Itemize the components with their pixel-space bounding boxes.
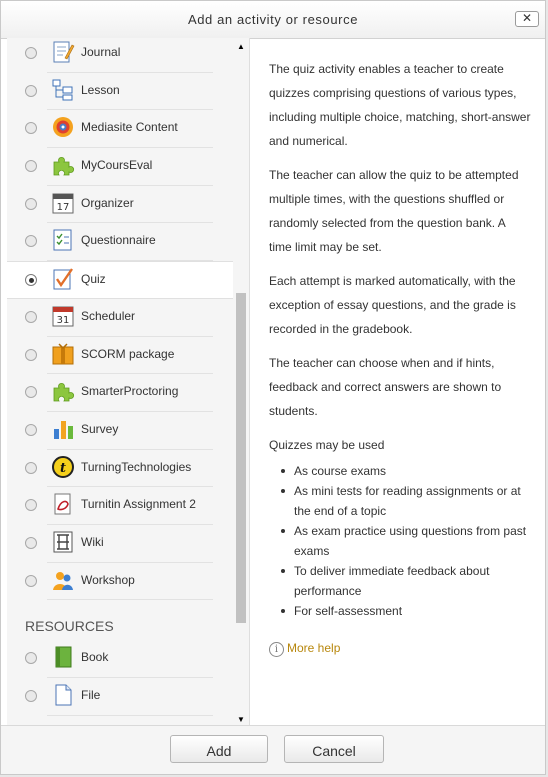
option-radio[interactable]	[25, 690, 37, 702]
option-radio[interactable]	[25, 274, 37, 286]
option-smarterproctoring[interactable]	[7, 374, 233, 412]
dialog-titlebar	[1, 1, 545, 39]
option-quiz[interactable]	[7, 261, 233, 299]
uses-list-item: To deliver immediate feedback about performance	[281, 561, 531, 601]
option-label[interactable]: Scheduler	[81, 308, 136, 323]
option-lesson[interactable]	[7, 73, 233, 111]
option-organizer[interactable]	[7, 186, 233, 224]
dialog-title: Add an activity or resource	[187, 12, 359, 27]
uses-list-item: For self-assessment	[281, 601, 531, 621]
more-help-link[interactable]	[269, 639, 340, 657]
svg-text:17: 17	[56, 201, 70, 213]
workshop-icon	[51, 568, 75, 592]
option-turningtechnologies[interactable]	[7, 450, 233, 488]
options-list-panel[interactable]	[7, 38, 250, 728]
option-questionnaire[interactable]	[7, 223, 233, 261]
option-label[interactable]: Quiz	[81, 272, 106, 287]
puzzle-icon	[51, 153, 75, 177]
uses-list-item: As exam practice using questions from past exams	[281, 521, 531, 561]
help-paragraph: The teacher can choose when and if hints, feedback and correct answers are shown to students.	[269, 356, 502, 418]
option-radio[interactable]	[25, 499, 37, 511]
option-radio[interactable]	[25, 160, 37, 172]
uses-list-item: As mini tests for reading assignments or at the end of a topic	[281, 481, 531, 521]
option-book[interactable]	[7, 640, 233, 678]
option-scorm-package[interactable]	[7, 337, 233, 375]
package-icon	[51, 342, 75, 366]
option-radio[interactable]	[25, 575, 37, 587]
resources-heading: RESOURCES	[25, 618, 114, 635]
svg-text:t: t	[59, 460, 67, 476]
file-icon	[51, 683, 75, 707]
option-radio[interactable]	[25, 462, 37, 474]
turnitin-icon	[51, 492, 75, 516]
option-label[interactable]: File	[81, 688, 101, 702]
bar-chart-icon	[51, 417, 75, 441]
option-radio[interactable]	[25, 652, 37, 664]
option-label[interactable]: Journal	[81, 45, 121, 59]
calendar-icon	[51, 191, 75, 215]
options-scrollbar[interactable]	[234, 38, 248, 728]
option-label[interactable]: Mediasite Content	[81, 120, 178, 135]
close-button[interactable]: ✕	[515, 11, 539, 27]
calendar-31-icon	[51, 304, 75, 328]
help-paragraph: Quizzes may be used	[269, 438, 385, 452]
option-wiki[interactable]	[7, 525, 233, 563]
option-label[interactable]: Workshop	[81, 572, 135, 587]
options-list	[7, 38, 233, 716]
option-radio[interactable]	[25, 424, 37, 436]
option-label[interactable]: MyCoursEval	[81, 158, 153, 173]
option-label[interactable]: Questionnaire	[81, 233, 156, 248]
option-radio[interactable]	[25, 85, 37, 97]
more-help-label[interactable]: More help	[287, 641, 341, 655]
turning-icon	[51, 455, 75, 479]
option-workshop[interactable]	[7, 563, 233, 601]
help-panel	[269, 57, 531, 621]
option-radio[interactable]	[25, 311, 37, 323]
option-label[interactable]: Book	[81, 650, 109, 665]
option-file[interactable]	[7, 678, 233, 716]
journal-icon	[51, 40, 75, 64]
help-paragraph: Each attempt is marked automatically, with the exception of essay questions, and the grade is recorded in the gradebook.	[269, 274, 516, 336]
option-label[interactable]: Organizer	[81, 195, 134, 210]
quiz-icon	[51, 267, 75, 291]
option-radio[interactable]	[25, 235, 37, 247]
option-label[interactable]: SCORM package	[81, 346, 175, 361]
option-radio[interactable]	[25, 537, 37, 549]
uses-list-item: As course exams	[281, 461, 531, 481]
scroll-down-arrow-icon[interactable]: ▼	[237, 715, 245, 724]
option-survey[interactable]	[7, 412, 233, 450]
option-label[interactable]: Turnitin Assignment 2	[81, 497, 196, 512]
help-paragraph: The quiz activity enables a teacher to create quizzes comprising questions of various types, including multiple choice, matching, short-answer and numerical.	[269, 62, 531, 148]
lesson-icon	[51, 78, 75, 102]
checklist-icon	[51, 228, 75, 252]
dialog-footer	[1, 725, 545, 774]
option-scheduler[interactable]	[7, 299, 233, 337]
cancel-button[interactable]: Cancel	[284, 735, 384, 763]
option-label[interactable]: TurningTechnologies	[81, 459, 192, 474]
option-mediasite-content[interactable]	[7, 110, 233, 148]
wiki-icon	[51, 530, 75, 554]
scrollbar-thumb[interactable]	[236, 293, 246, 623]
option-label[interactable]: Wiki	[81, 534, 104, 549]
option-label[interactable]: Lesson	[81, 82, 120, 97]
option-journal[interactable]	[7, 38, 233, 73]
option-label[interactable]: SmarterProctoring	[81, 384, 179, 399]
info-icon: i	[269, 642, 284, 657]
option-radio[interactable]	[25, 349, 37, 361]
option-radio[interactable]	[25, 386, 37, 398]
mediasite-icon	[51, 115, 75, 139]
add-button[interactable]: Add	[170, 735, 268, 763]
option-mycourseval[interactable]	[7, 148, 233, 186]
puzzle-icon	[51, 379, 75, 403]
option-label[interactable]: Survey	[81, 421, 119, 436]
uses-list	[269, 461, 531, 621]
scroll-up-arrow-icon[interactable]: ▲	[237, 42, 245, 51]
option-radio[interactable]	[25, 122, 37, 134]
help-paragraph: The teacher can allow the quiz to be attempted multiple times, with the questions shuffled or randomly selected from the question bank. A time limit may be set.	[269, 168, 519, 254]
book-icon	[51, 645, 75, 669]
svg-text:31: 31	[56, 314, 70, 326]
option-radio[interactable]	[25, 198, 37, 210]
option-turnitin-assignment-2[interactable]	[7, 487, 233, 525]
option-radio[interactable]	[25, 47, 37, 59]
